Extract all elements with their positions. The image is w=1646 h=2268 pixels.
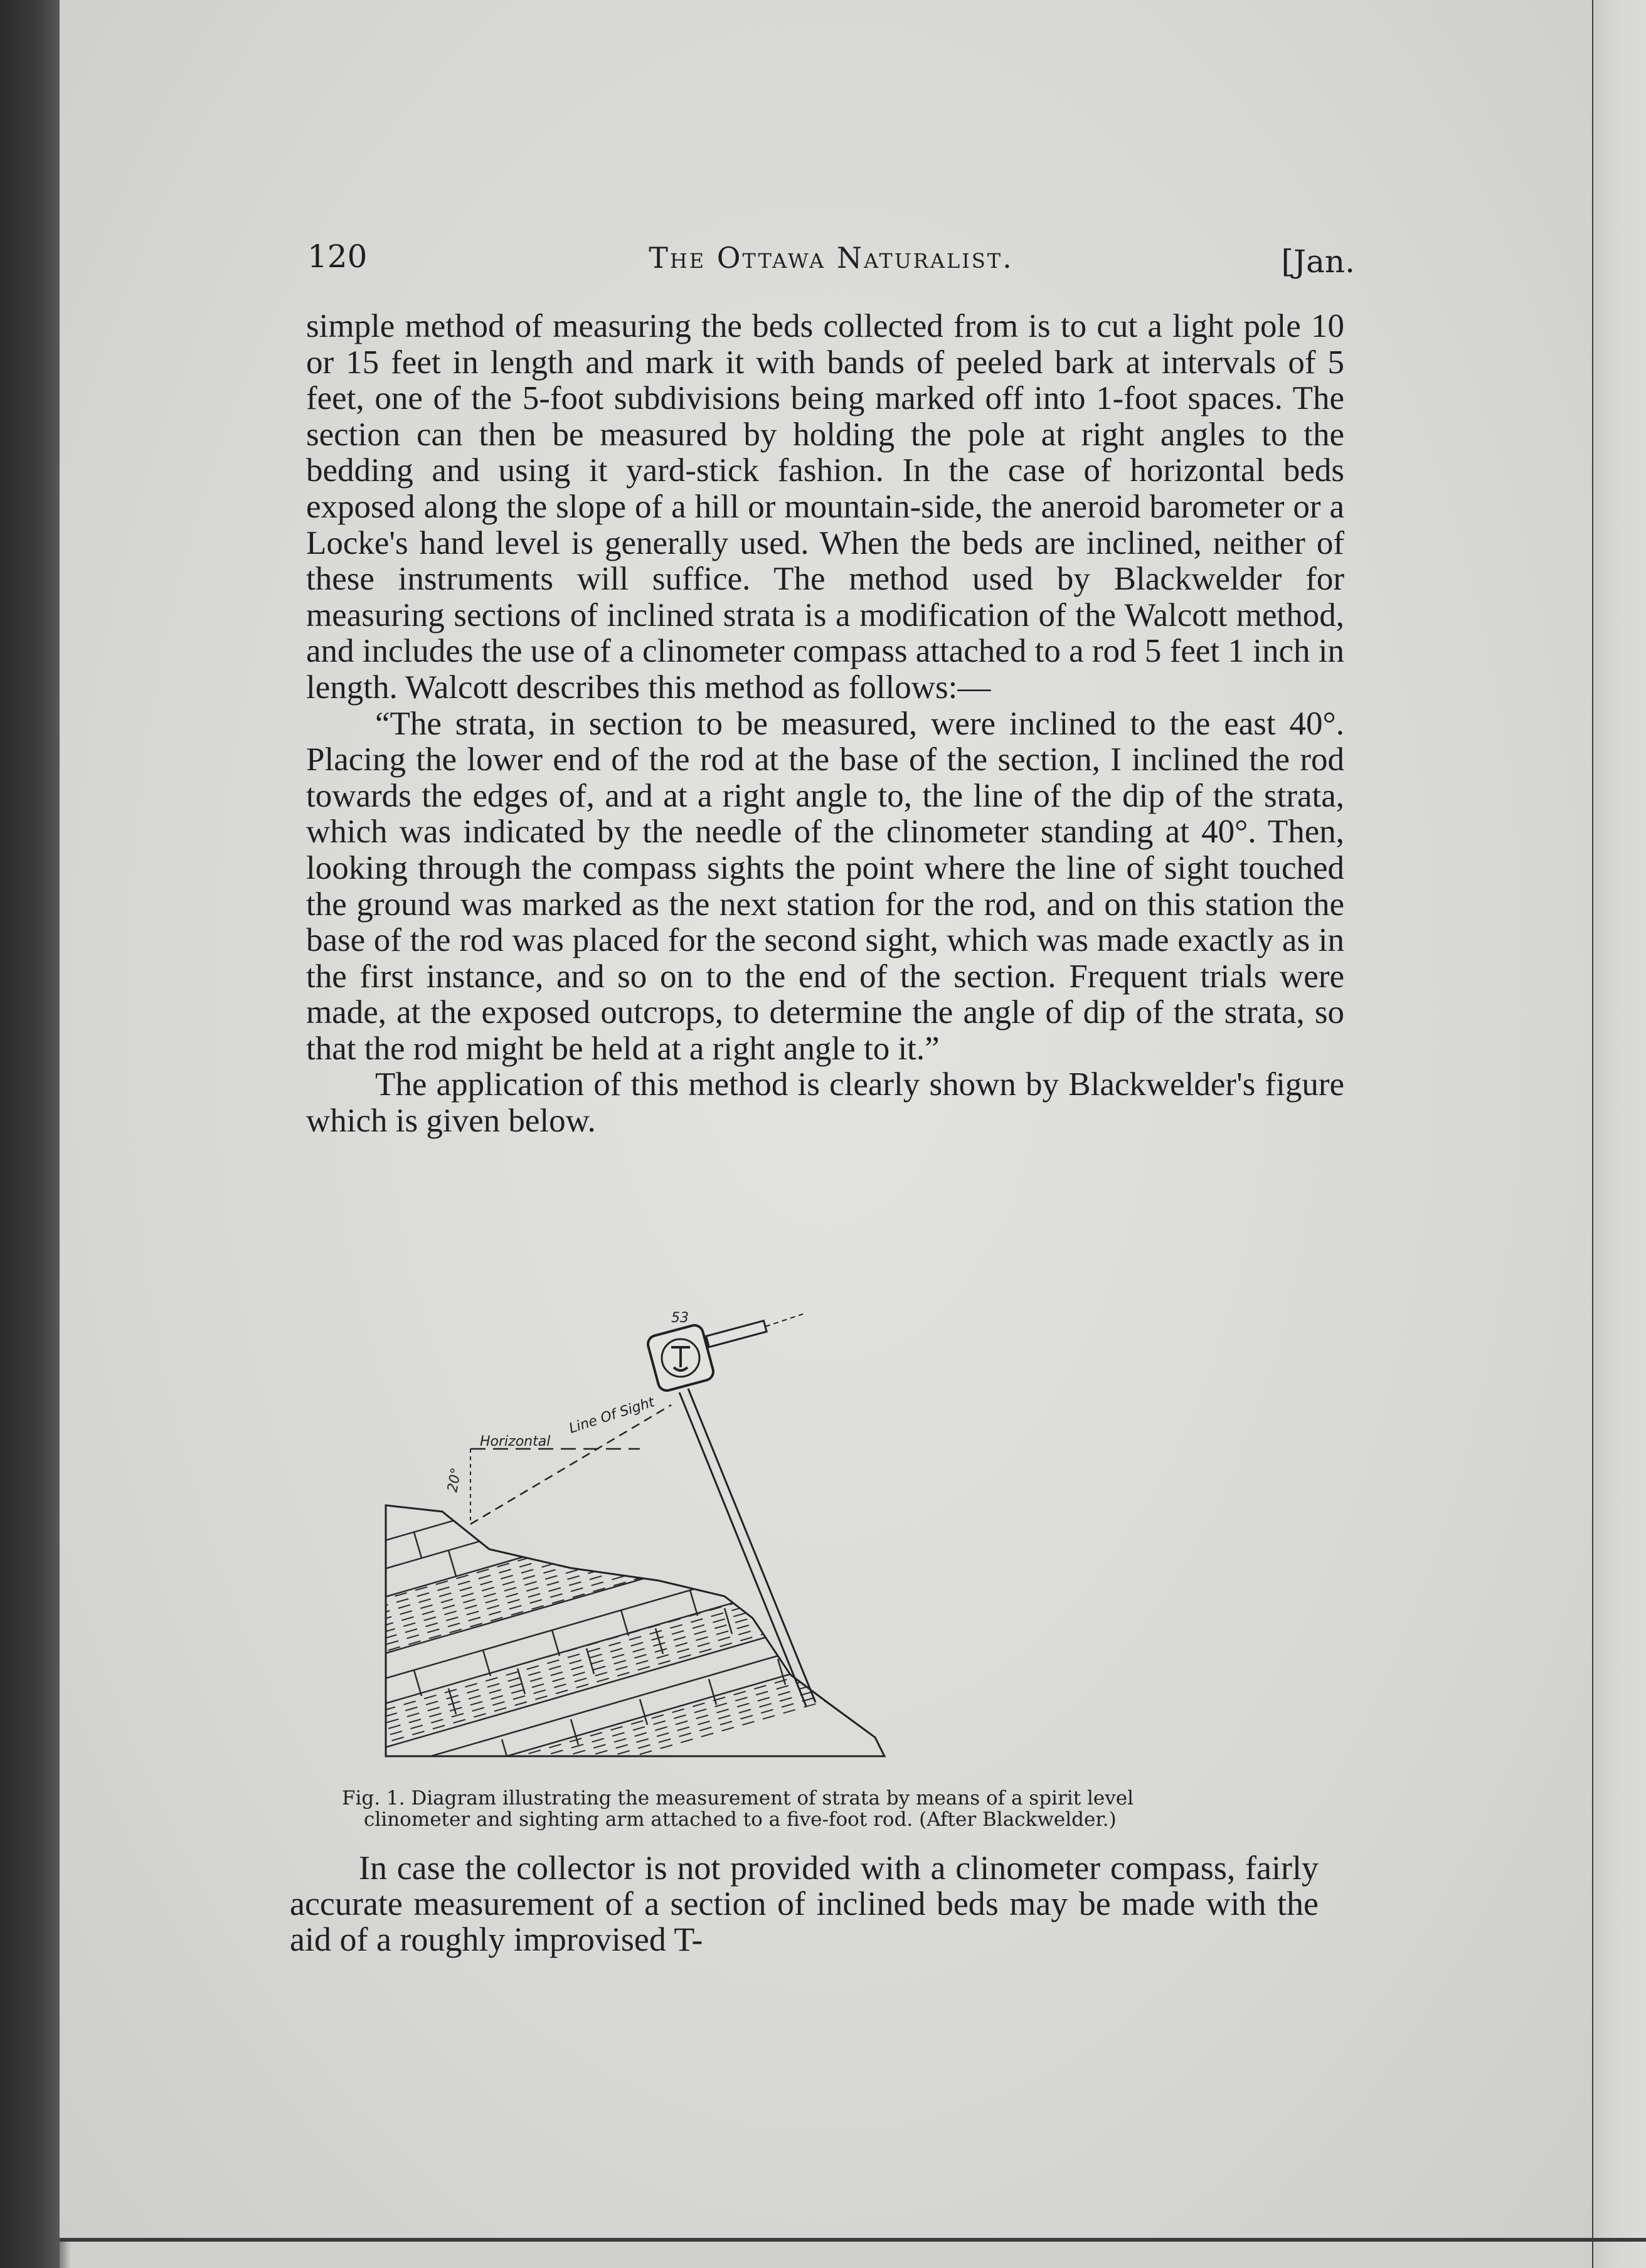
caption-line: clinometer and sighting arm attached to a five-foot rod. (After Blackwelder.) (364, 1808, 1117, 1831)
scan-left-edge (0, 0, 60, 2268)
running-title: The Ottawa Naturalist. (649, 241, 1014, 275)
label-angle: 20° (445, 1466, 465, 1494)
caption-line: Fig. 1. Diagram illustrating the measurement of strata by means of a spirit level (342, 1787, 1134, 1810)
label-horizontal: Horizontal (480, 1434, 551, 1449)
label-line-of-sight: Line Of Sight (567, 1394, 657, 1437)
paragraph: The application of this method is clearly shown by Blackwelder's figure which is given below. (306, 1066, 1344, 1140)
page-header (307, 238, 1355, 282)
paragraph: simple method of measuring the beds collected from is to cut a light pole 10 or 15 feet in length and mark it with bands of peeled bark at intervals of 5 feet, one of the 5-foot subdivisions being marked off into 1-foot spaces. The section can then be measured by holding the pole at right angles to the bedding and using it yard-stick fashion. In the case of horizontal beds exposed along the slope of a hill or mountain-side, the aneroid barometer or a Locke's hand level is generally used. When the beds are inclined, neither of these instruments will suffice. The method used by Blackwelder for measuring sections of inclined strata is a modification of the Walcott method, and includes the use of a clinometer compass attached to a rod 5 feet 1 inch in length. Walcott describes this method as follows:— (306, 308, 1344, 706)
page-number: 120 (307, 238, 368, 275)
figure-caption (342, 1788, 1320, 1830)
figure-diagram (376, 1305, 1267, 1762)
scan-bottom-border (60, 2238, 1646, 2242)
body-text-bottom (290, 1850, 1319, 1958)
label-station: 53 (671, 1310, 689, 1326)
scan-right-edge (1593, 0, 1646, 2268)
issue-mark: [Jan. (1281, 243, 1355, 280)
paragraph: In case the collector is not provided with a clinometer compass, fairly accurate measurement of a section of inclined beds may be made with the aid of a roughly improvised T- (290, 1849, 1319, 1958)
clinometer-icon (646, 1314, 803, 1392)
strata-diagram (376, 1305, 1267, 1762)
quote-paragraph: “The strata, in section to be measured, were inclined to the east 40°. Placing the lower end of the rod at the base of the section, I inclined the rod towards the edges of, and at a right angle to, the line of the dip of the strata, which was indicated by the needle of the clinometer standing at 40°. Then, looking through the compass sights the point where the line of sight touched the ground was marked as the next station for the rod, and on this station the base of the rod was placed for the second sight, which was made exactly as in the first instance, and so on to the end of the section. Frequent trials were made, at the exposed outcrops, to determine the angle of dip of the strata, so that the rod might be held at a right angle to it.” (306, 705, 1344, 1067)
body-text-top (306, 309, 1344, 1140)
